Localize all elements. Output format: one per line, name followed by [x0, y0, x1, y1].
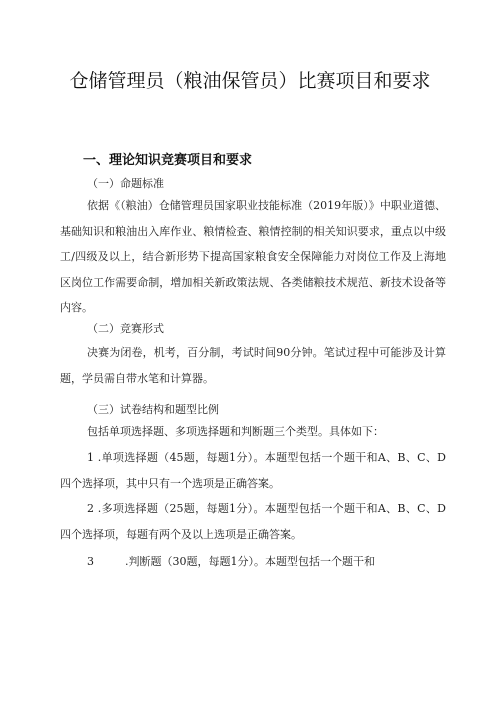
- list-item-multiple-choice: 2 .多项选择题（25题，每题1分）。本题型包括一个题干和A、B、C、D四个选择项，每题有两个及以上选项是正确答案。: [60, 502, 446, 541]
- section-heading-theory: 一、理论知识竞赛项目和要求: [83, 153, 253, 168]
- list-item-number: 3: [87, 555, 94, 568]
- subheading-standard: （一）命题标准: [87, 177, 164, 190]
- subheading-structure: （三）试卷结构和题型比例: [87, 403, 219, 416]
- paragraph-structure: 包括单项选择题、多项选择题和判断题三个类型。具体如下：: [87, 425, 384, 438]
- document-title: 仓储管理员（粮油保管员）比赛项目和要求: [69, 70, 431, 92]
- list-item-text: .判断题（30题，每题1分）。本题型包括一个题干和: [125, 555, 375, 568]
- subheading-format: （二）竞赛形式: [87, 322, 164, 335]
- paragraph-format: 决赛为闭卷，机考，百分制，考试时间90分钟。笔试过程中可能涉及计算题，学员需自带水笔和计算器。: [60, 346, 446, 385]
- paragraph-standard: 依据《（粮油）仓储管理员国家职业技能标准（2019年版）》中职业道德、基础知识和粮油出入库作业、粮情检查、粮情控制的相关知识要求，重点以中级工/四级及以上，结合新形势下提高国家粮食安全保障能力对岗位工作及上海地区岗位工作需要命制，增加相关新政策法规、各类储粮技术规范、新技术设备等内容。: [60, 199, 446, 314]
- list-item-true-false: [87, 553, 375, 569]
- list-item-single-choice: 1 .单项选择题（45题，每题1分）。本题型包括一个题干和A、B、C、D四个选择项，其中只有一个选项是正确答案。: [60, 451, 446, 490]
